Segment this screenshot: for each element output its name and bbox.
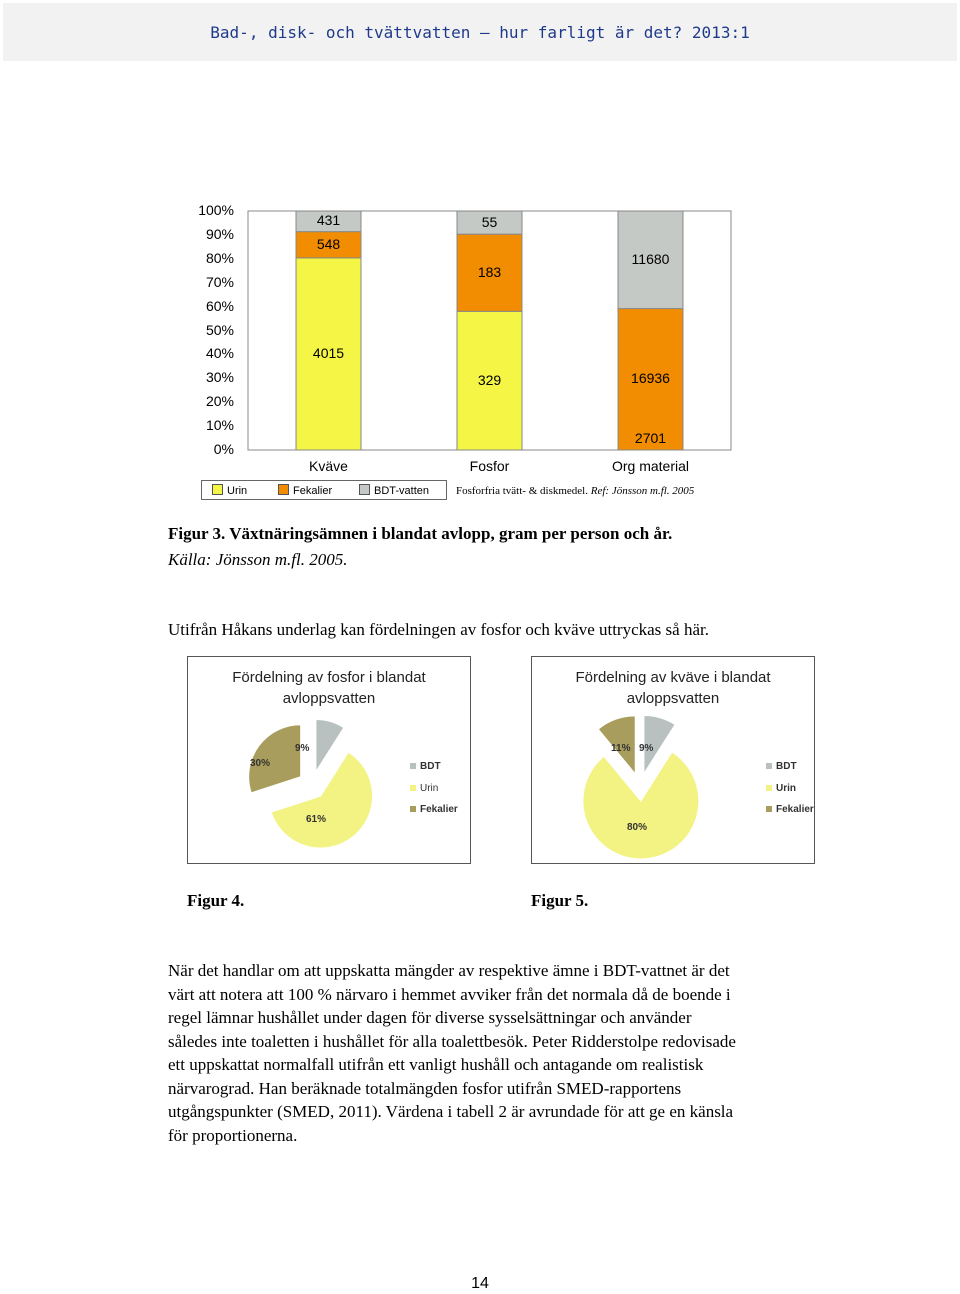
y-tick-label: 100% — [198, 202, 234, 218]
bar-value-label: 4015 — [312, 344, 345, 361]
category-label: Fosfor — [469, 458, 510, 474]
body-paragraph: När det handlar om att uppskatta mängder av respektive ämne i BDT-vattnet är det värt att notera att 100 % närvaro i hemmet avviker från det normala då de boende i regel lämnar hushållet under dagen för diverse sysselsättningar och använder således inte toaletten i hushållet för alla toalettbesök. Peter Ridderstolpe redovisade ett uppskattat normalfall utifrån ett vanligt hushåll och antagande om realistisk närvarograd. Han beräknade totalmängden fosfor utifrån SMED-rapportens utgångspunkter (SMED, 2011). Värdena i tabell 2 är avrundade för att ge en känsla för proportionerna. — [168, 961, 736, 1145]
page-number: 14 — [471, 1275, 489, 1292]
y-tick-label: 50% — [205, 321, 234, 338]
pie-label-urin: 61% — [306, 814, 327, 825]
pie-chart-kvave — [531, 656, 815, 864]
legend-item-urin: Urin — [212, 484, 247, 497]
bar-value-label: 55 — [481, 213, 498, 230]
pie-legend-urin-2: Urin — [766, 783, 796, 794]
pie-legend-bdt: BDT — [410, 761, 441, 772]
pie-legend-fekalier: Fekalier — [410, 804, 458, 815]
pie-label-fekalier-2: 11% — [611, 743, 631, 754]
y-tick-label: 70% — [205, 273, 234, 290]
bar-chart-legend — [201, 480, 447, 500]
figure-5-caption: Figur 5. — [531, 891, 589, 910]
category-label: Kväve — [309, 458, 348, 474]
bar-chart-footnote: Fosforfria tvätt- & diskmedel. Ref: Jönsson m.fl. 2005 — [456, 485, 695, 497]
pie-label-bdt-2: 9% — [639, 743, 654, 754]
category-label: Org material — [611, 458, 690, 474]
pie-label-fekalier: 30% — [250, 758, 271, 769]
bar-value-label: 431 — [316, 212, 341, 229]
legend-item-fekalier: Fekalier — [278, 484, 332, 497]
legend-item-bdt: BDT-vatten — [359, 484, 429, 497]
y-tick-label: 30% — [205, 369, 234, 386]
pie-label-urin-2: 80% — [627, 822, 648, 833]
y-tick-label: 80% — [205, 249, 234, 266]
pie-legend-fekalier-2: Fekalier — [766, 804, 814, 815]
bar-value-label: 548 — [316, 235, 341, 252]
y-tick-label: 20% — [205, 393, 234, 410]
bar-extra-label: 2701 — [634, 430, 667, 446]
pie-slice-urin — [583, 752, 699, 859]
y-tick-label: 90% — [205, 225, 234, 242]
bar-value-label: 11680 — [631, 250, 670, 267]
intro-text: Utifrån Håkans underlag kan fördelningen av fosfor och kväve uttryckas så här. — [168, 620, 709, 639]
pie-legend-bdt-2: BDT — [766, 761, 797, 772]
y-tick-label: 0% — [213, 441, 234, 457]
y-tick-label: 10% — [205, 417, 234, 434]
pie-label-bdt: 9% — [295, 743, 310, 754]
pie-title-kvave: Fördelning av kväve i blandat avloppsvatten — [575, 669, 771, 707]
y-tick-label: 40% — [205, 345, 234, 362]
bar-value-label: 183 — [477, 263, 502, 280]
y-tick-label: 60% — [205, 297, 234, 314]
figure-3-caption: Figur 3. Växtnäringsämnen i blandat avlopp, gram per person och år. — [168, 524, 673, 543]
header-title: Bad-, disk- och tvättvatten – hur farligt är det? 2013:1 — [210, 23, 750, 42]
bar-chart-canvas — [0, 0, 960, 520]
figure-3-source: Källa: Jönsson m.fl. 2005. — [168, 550, 348, 569]
bar-value-label: 16936 — [631, 370, 670, 387]
pie-title-fosfor: Fördelning av fosfor i blandat avloppsvatten — [232, 669, 426, 707]
bar-value-label: 329 — [477, 371, 502, 388]
pie-chart-fosfor — [187, 656, 471, 864]
pie-slice-bdt — [316, 720, 344, 772]
pie-legend-urin: Urin — [410, 783, 438, 794]
figure-4-caption: Figur 4. — [187, 891, 245, 910]
